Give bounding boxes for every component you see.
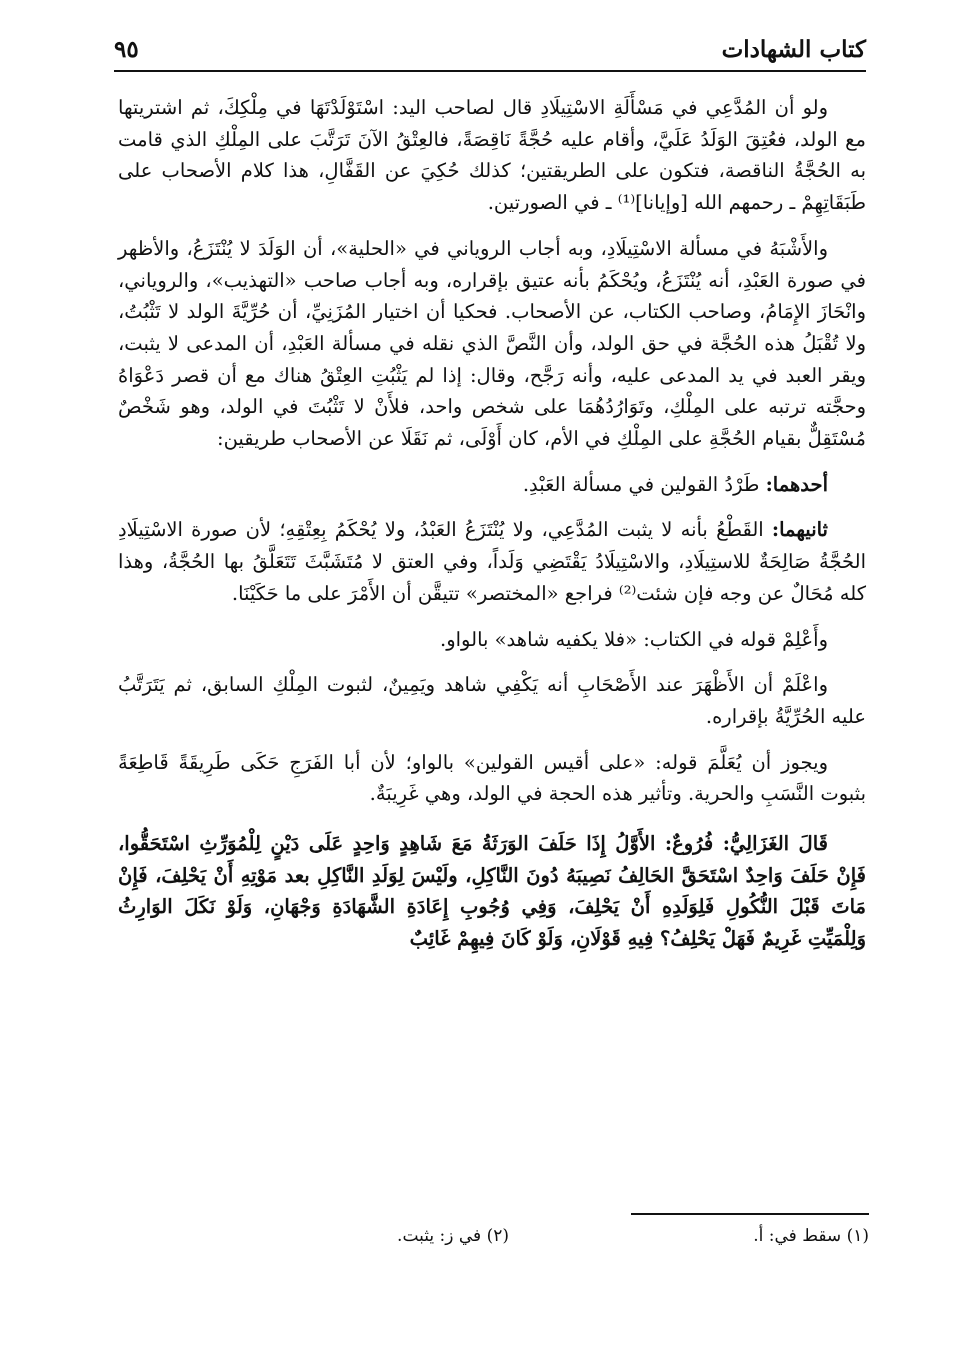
paragraph-second-way bbox=[118, 514, 866, 609]
footnote-2: (٢) في ز: يثبت. bbox=[397, 1226, 509, 1246]
first-way-label: أحدهما: bbox=[765, 472, 828, 496]
paragraph-1: ولو أن المُدَّعِي في مَسْأَلَةِ الاسْتِيلَادِ قال لصاحب اليد: اسْتَوْلَدْتَهَا في مِلْكِكَ، ثم اشتريتها مع الولد، فعُتِقَ الوَلَدُ عَلَيَّ، وأقام عليه حُجَّةً نَاقِصَةً، فالعِتْقُ الآنَ تَرَتَّبَ على المِلْكِ الذي قامت به الحُجَّةُ الناقصة، فتكون على الطريقتين؛ كذلك حُكِيَ عن القَفَّالِ، هذا كلام الأصحاب على طَبَقَاتِهِمْ ـ رحمهم الله [وإيانا]⁽¹⁾ ـ في الصورتين. bbox=[118, 96, 866, 215]
paragraph-5: ويجوز أن يُعَلَّمَ قوله: «على أقيس القولين» بالواو؛ لأن أبا الفَرَجِ حَكَى طَرِيقَةً قَاطِعَةً بثبوت النَّسَبِ والحرية. وتأثير هذه الحجة في الولد، وهي غَرِيبَةٌ. bbox=[118, 750, 866, 806]
footnote-1: (١) سقط في: أ. bbox=[753, 1226, 869, 1246]
main-text bbox=[118, 92, 866, 955]
footnotes bbox=[309, 1226, 869, 1256]
second-way-text: القَطْعُ بأنه لا يثبت المُدَّعِي، ولا يُنْتَزَعُ العَبْدُ، ولا يُحْكَمُ بِعِتْقِهِ؛ لأن صورة الاسْتِيلَادِ الحُجَّةُ صَالِحَةٌ للاستِيلَادِ، والاسْتِيلَادُ يَقْتَضِي وَلَداً، وفي العتق لا مُتَشَبَّثَ تَتَعَلَّقُ بها الحُجَّةُ، وهذا كله مُحَالٌ عن وجه فإن شئت⁽²⁾ فراجع «المختصر» تتيقَّن أن الأَمْرَ على ما حَكَيْنَا. bbox=[118, 518, 866, 605]
footnote-divider bbox=[631, 1213, 869, 1215]
paragraph-ghazali: قَالَ الغَزَالِيُّ: فُرُوعٌ: الأَوَّلُ إِذَا حَلَفَ الوَرَثَةُ مَعَ شَاهِدٍ وَاحِدٍ عَلَى دَيْنٍ لِلْمُوَرِّثِ اسْتَحَقُّوا، فَإِنْ حَلَفَ وَاحِدٌ اسْتَحَقَّ الحَالِفُ نَصِيبَهُ دُونَ النَّاكِلِ، ولَيْسَ لِوَلَدِ النَّاكِلِ بعد مَوْتِهِ أَنْ يَحْلِفَ، فَإِنْ مَاتَ قَبْلَ النُّكُولِ فَلِوَلَدِهِ أَنْ يَحْلِفَ، وَفِي وُجُوبِ إِعَادَةِ الشَّهَادَةِ وَجْهَانِ، وَلَوْ نَكَلَ الوَارِثُ وَلِلْمَيِّتِ غَرِيمٌ فَهَلْ يَحْلِفُ؟ فِيهِ قَوْلَانِ، وَلَوْ كَانَ فِيهِمْ غَائِبٌ bbox=[118, 832, 866, 951]
paragraph-2: والأَشْبَهُ في مسألة الاسْتِيلَادِ، وبه أجاب الروياني في «الحلية»، أن الوَلَدَ لا يُنْتَزَعُ، والأظهر في صورة العَبْدِ، أنه يُنْتَزَعُ، ويُحْكَمُ بأنه عتيق بإقراره، وبه أجاب صاحب «التهذيب»، والروياني، وانْحَازَ الإِمَامُ، وصاحب الكتاب، عن الأصحاب. فحكيا أن اختيار المُزَنِيِّ، أن حُرِّيَّةَ الولد لا تَثْبُتُ، ولا تُقْبَلُ هذه الحُجَّة في حق الولد، وأن النَّصَّ الذي نقله في مسألة العَبْدِ، أن المدعى لا يثبت، ويقر العبد في يد المدعى عليه، وأنه رَجَّح، وقال: إذا لم يَثْبُتِ العِتْقُ هناك مع أن قصر دَعْوَاهُ وحجَّته ترتبه على المِلْكِ، وتَوَارُدُهُمَا على شخص واحد، فلأَنْ لا تَثْبُتَ في الولد، وهو شَخْصٌ مُسْتَقِلٌّ بقيام الحُجَّةِ على المِلْكِ في الأم، كان أَوْلَى، ثم نَقَلَا عن الأصحاب طريقين: bbox=[118, 236, 866, 451]
chapter-title: كتاب الشهادات bbox=[721, 36, 866, 63]
paragraph-first-way bbox=[118, 469, 866, 501]
paragraph-3: وأَعْلِمْ قوله في الكتاب: «فلا يكفيه شاهد» بالواو. bbox=[440, 627, 828, 651]
second-way-label: ثانيهما: bbox=[771, 518, 828, 542]
paragraph-4: واعْلَمْ أن الأَظْهَرَ عند الأَصْحَابِ أنه يَكْفِي شاهد ويَمِينٌ، لثبوت المِلْكِ السابق، ثم يَتَرَتَّبُ عليه الحُرِّيَّةُ بإقراره. bbox=[118, 673, 866, 728]
page-header bbox=[114, 34, 866, 72]
page-number: ٩٥ bbox=[114, 36, 139, 63]
first-way-text: طَرْدُ القولين في مسألة العَبْدِ. bbox=[522, 472, 766, 496]
